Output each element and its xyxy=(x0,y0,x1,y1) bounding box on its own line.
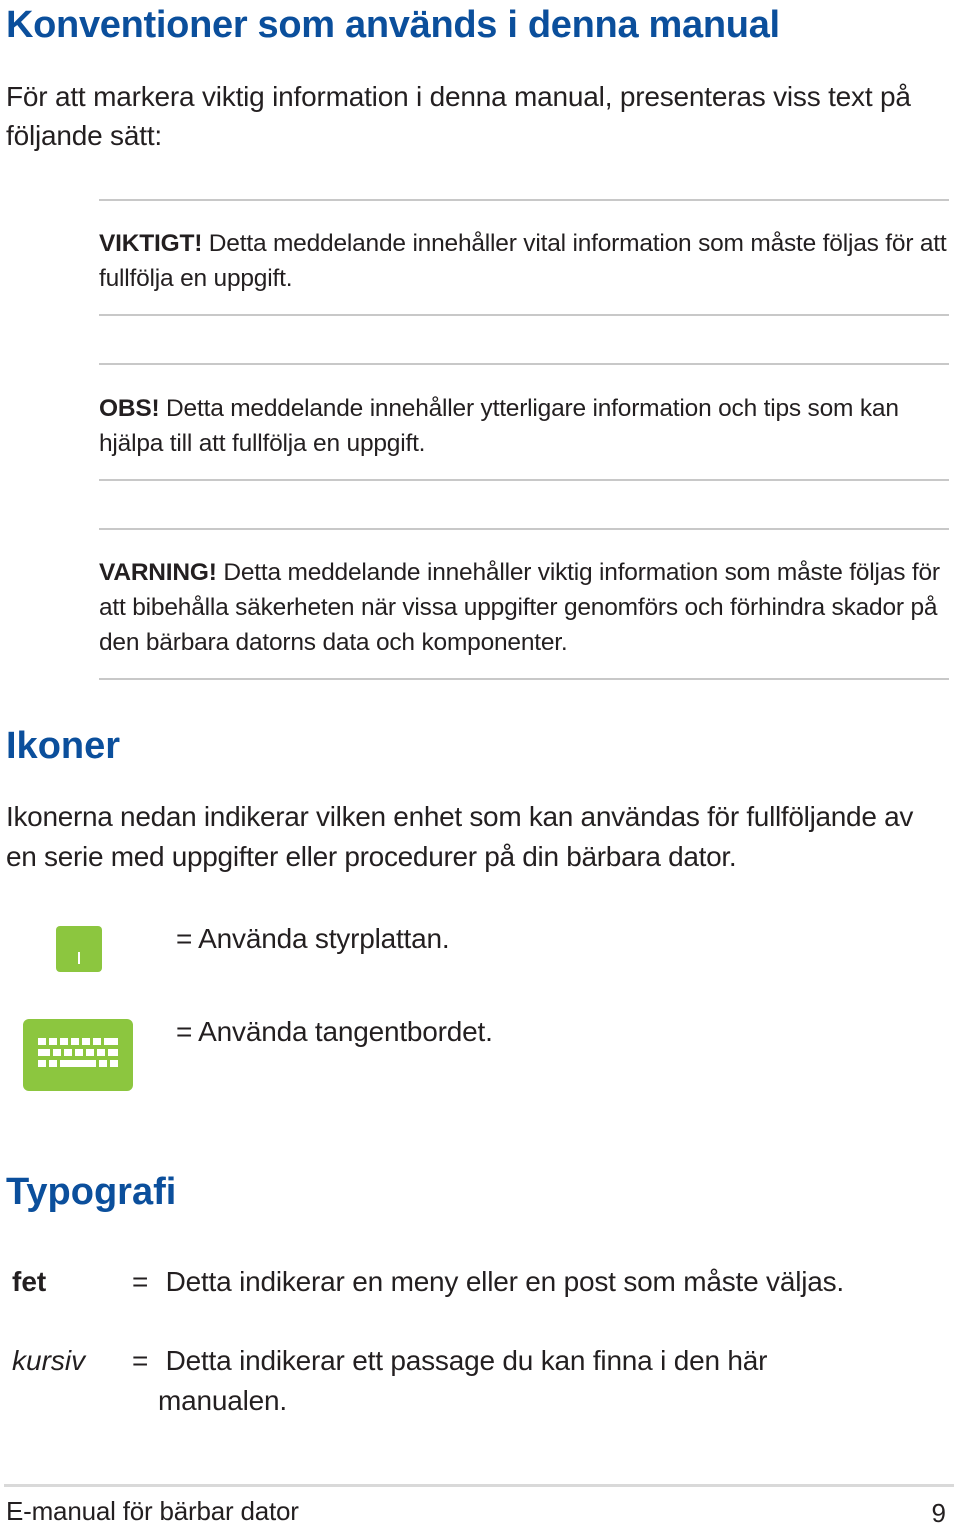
bold-description-text: Detta indikerar en meny eller en post som måste väljas. xyxy=(158,1266,844,1297)
page-number: 9 xyxy=(931,1498,946,1528)
icons-heading: Ikoner xyxy=(6,725,121,767)
intro-paragraph: För att markera viktig information i denna manual, presenteras viss text på följande sätt: xyxy=(6,81,911,151)
note-label: OBS! xyxy=(99,395,160,422)
warning-note xyxy=(99,555,949,660)
keyboard-icon xyxy=(23,1019,133,1091)
footer-rule xyxy=(4,1484,954,1487)
note-text: Detta meddelande innehåller vital information som måste följas för att fullfölja en uppgift. xyxy=(99,230,947,292)
italic-term: kursiv xyxy=(12,1345,86,1376)
bold-term: fet xyxy=(12,1266,47,1297)
italic-description-text: Detta indikerar ett passage du kan finna i den här xyxy=(158,1345,768,1376)
note-top-rule xyxy=(99,528,949,530)
note-top-rule xyxy=(99,363,949,365)
note-top-rule xyxy=(99,199,949,201)
icons-description: Ikonerna nedan indikerar vilken enhet som kan användas för fullföljande av en serie med uppgifter eller procedurer på din bärbara dator. xyxy=(6,801,914,872)
footer-title: E-manual för bärbar dator xyxy=(6,1496,299,1526)
note-text: Detta meddelande innehåller viktig information som måste följas för att bibehålla säkerheten när vissa uppgifter genomförs och förhindra skador på den bärbara datorns data och komponenter. xyxy=(99,559,940,656)
bold-description xyxy=(132,1262,892,1302)
equals-sign: = xyxy=(132,1266,149,1297)
italic-description xyxy=(132,1341,892,1421)
keyboard-icon-label: = Använda tangentbordet. xyxy=(176,1016,493,1047)
equals-sign: = xyxy=(132,1345,149,1376)
obs-note xyxy=(99,391,949,461)
note-label: VIKTIGT! xyxy=(99,230,203,257)
note-text: Detta meddelande innehåller ytterligare information och tips som kan hjälpa till att fullfölja en uppgift. xyxy=(99,395,899,457)
important-note xyxy=(99,226,949,296)
italic-description-continuation: manualen. xyxy=(158,1385,287,1416)
note-bottom-rule xyxy=(99,479,949,481)
touchpad-icon xyxy=(56,926,102,972)
touchpad-icon-label: = Använda styrplattan. xyxy=(176,923,450,954)
page-title: Konventioner som används i denna manual xyxy=(6,4,780,46)
typography-heading: Typografi xyxy=(6,1171,177,1213)
note-bottom-rule xyxy=(99,314,949,316)
note-label: VARNING! xyxy=(99,559,217,586)
note-bottom-rule xyxy=(99,678,949,680)
